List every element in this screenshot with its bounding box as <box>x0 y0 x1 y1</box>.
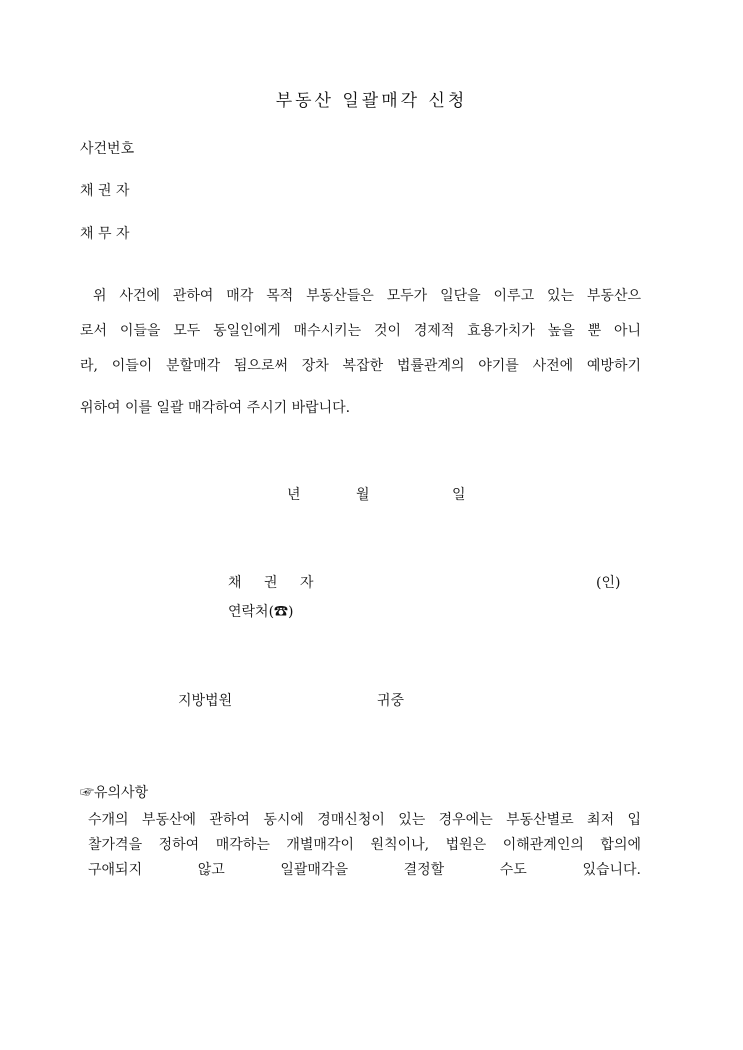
notes-line: 수개의 부동산에 관하여 동시에 경매신청이 있는 경우에는 부동산별로 최저 입 <box>88 812 641 828</box>
creditor-label: 채 권 자 <box>80 183 130 199</box>
notes-line: 구애되지 않고 일괄매각을 결정할 수도 있습니다. <box>88 862 641 878</box>
document-title: 부동산 일괄매각 신청 <box>275 91 468 111</box>
date-day-label: 일 <box>452 487 466 503</box>
seal-mark: (인) <box>596 575 621 591</box>
notes-heading: ☞유의사항 <box>80 785 149 801</box>
body-paragraph-line: 로서 이들을 모두 동일인에게 매수시키는 것이 경제적 효용가치가 높을 뿐 아니 <box>80 323 641 339</box>
body-paragraph-line: 위 사건에 관하여 매각 목적 부동산들은 모두가 일단을 이루고 있는 부동산으 <box>93 288 641 304</box>
date-month-label: 월 <box>356 487 370 503</box>
body-paragraph-line: 위하여 이를 일괄 매각하여 주시기 바랍니다. <box>80 400 351 416</box>
case-number-label: 사건번호 <box>80 141 135 157</box>
contact-label: 연락처(☎) <box>228 604 294 620</box>
date-year-label: 년 <box>287 487 301 503</box>
notes-line: 찰가격을 정하여 매각하는 개별매각이 원칙이나, 법원은 이해관계인의 합의에 <box>88 837 641 853</box>
signature-creditor-label: 채 권 자 <box>228 575 323 591</box>
court-name: 지방법원 <box>178 693 233 709</box>
body-paragraph-line: 라, 이들이 분할매각 됨으로써 장차 복잡한 법률관계의 야기를 사전에 예방하기 <box>80 358 641 374</box>
court-honorific: 귀중 <box>377 693 405 709</box>
debtor-label: 채 무 자 <box>80 226 130 242</box>
